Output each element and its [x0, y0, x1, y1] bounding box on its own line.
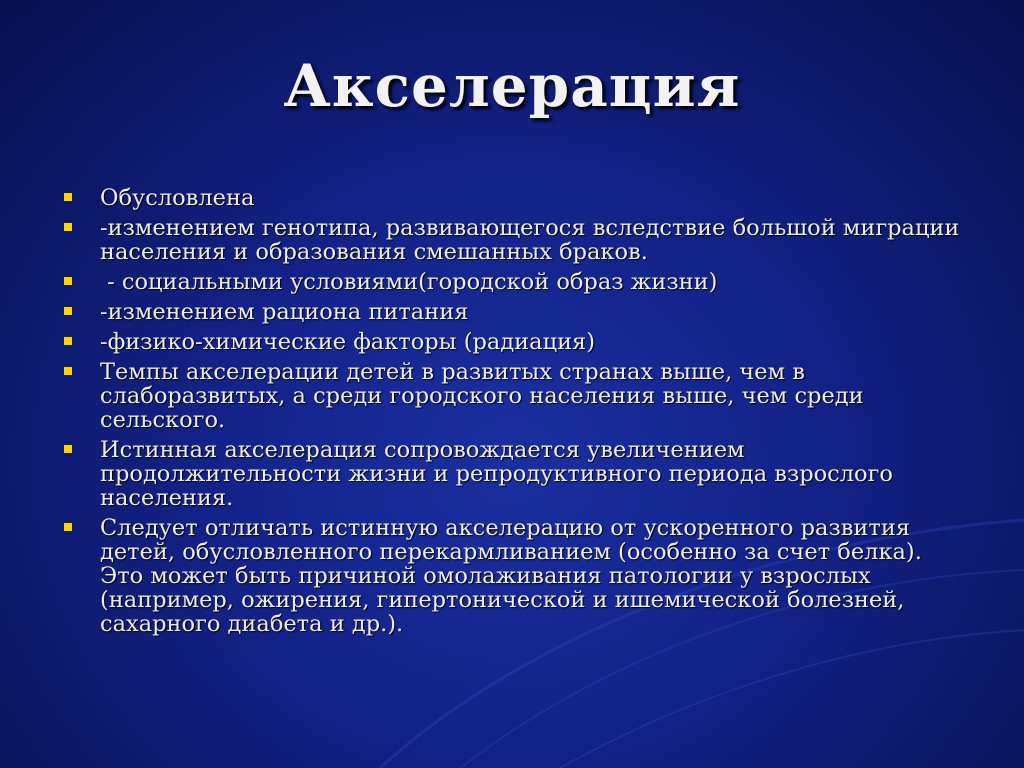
- square-bullet-icon: [64, 223, 72, 231]
- square-bullet-icon: [64, 523, 72, 531]
- list-item: [62, 186, 972, 210]
- square-bullet-icon: [64, 445, 72, 453]
- bullet-text: -физико-химические факторы (радиация): [100, 329, 596, 355]
- square-bullet-icon: [64, 277, 72, 285]
- slide-title: Акселерация: [283, 52, 741, 120]
- list-item: [62, 300, 972, 324]
- square-bullet-icon: [64, 367, 72, 375]
- bullet-text: Истинная акселерация сопровождается увеличением продолжительности жизни и репродуктивного периода взрослого населения.: [100, 437, 893, 511]
- square-bullet-icon: [64, 307, 72, 315]
- list-item: [62, 516, 972, 636]
- list-item: [62, 360, 972, 432]
- bullet-text: -изменением рациона питания: [100, 299, 469, 325]
- list-item: [62, 330, 972, 354]
- list-item: [62, 216, 972, 264]
- square-bullet-icon: [64, 337, 72, 345]
- list-item: [62, 438, 972, 510]
- bullet-text: Следует отличать истинную акселерацию от ускоренного развития детей, обусловленного перекармливанием (особенно за счет белка). Это может быть причиной омолаживания патологии у взрослых (например, ожирения, гипертонической и ишемической болезней, сахарного диабета и др.).: [100, 515, 922, 637]
- bullet-text: Обусловлена: [100, 185, 255, 211]
- bullet-text: - социальными условиями(городской образ жизни): [100, 269, 718, 295]
- list-item: [62, 270, 972, 294]
- bullet-text: Темпы акселерации детей в развитых странах выше, чем в слаборазвитых, а среди городского населения выше, чем среди сельского.: [100, 359, 864, 433]
- bullet-list: [62, 186, 972, 642]
- square-bullet-icon: [64, 193, 72, 201]
- bullet-text: -изменением генотипа, развивающегося вследствие большой миграции населения и образования смешанных браков.: [100, 215, 960, 265]
